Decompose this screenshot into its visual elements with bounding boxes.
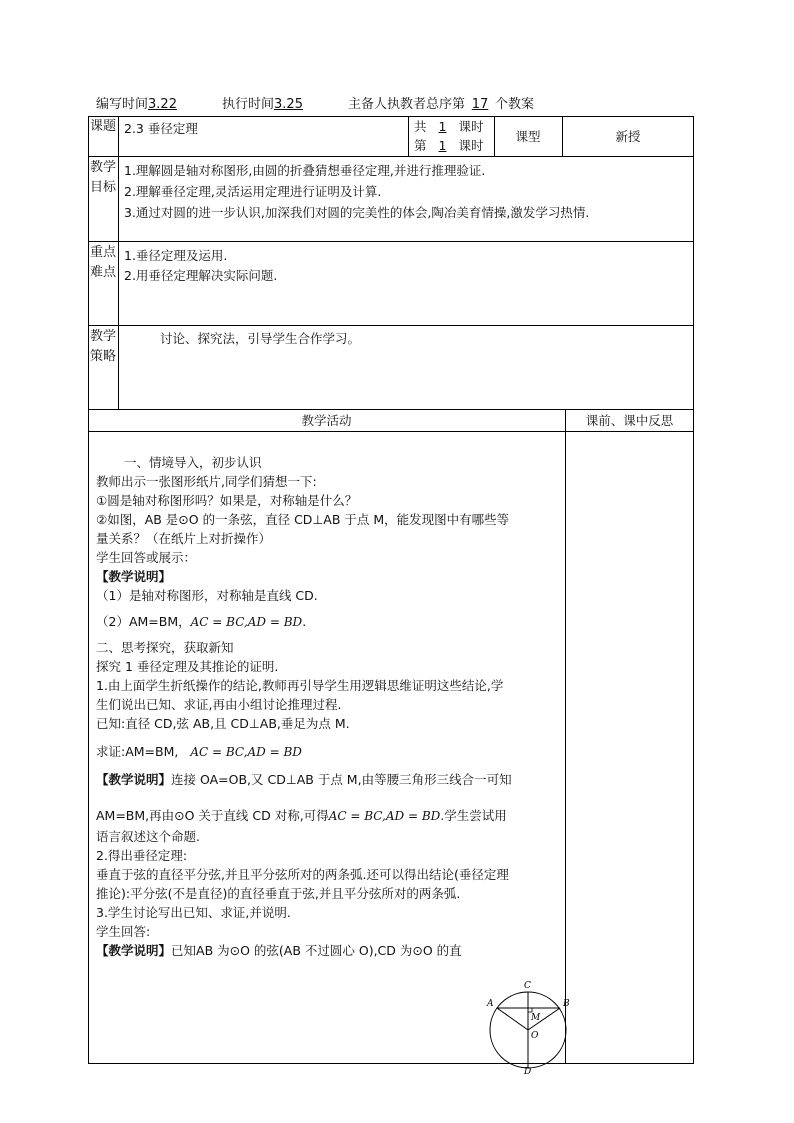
key-points-label: 重点难点 — [90, 245, 117, 280]
section-title: 一、情境导入，初步认识 — [124, 455, 262, 470]
lesson-table — [88, 116, 694, 1074]
reflection-column-divider — [565, 409, 566, 1064]
goal-item: 1.理解圆是轴对称图形,由圆的折叠猜想垂径定理,并进行推理验证. — [124, 163, 486, 178]
paragraph: 教师出示一张图形纸片,同学们猜想一下: — [96, 474, 317, 489]
paragraph: 学生回答或展示： — [96, 550, 197, 565]
sequence-suffix: 个教案 — [495, 97, 535, 112]
paragraph: 已知:直径 CD,弦 AB,且 CD⊥AB,垂足为点 M. — [96, 716, 350, 731]
goal-item: 2.理解垂径定理,灵活运用定理进行证明及计算. — [124, 184, 382, 199]
topic-label: 课题 — [90, 119, 117, 134]
circle-diagram — [484, 974, 572, 1074]
section-title: 二、思考探究，获取新知 — [96, 640, 234, 655]
column-divider — [408, 116, 409, 157]
point-label-a: A — [487, 999, 494, 1009]
table-border-right — [693, 116, 694, 1064]
table-border-left — [88, 116, 89, 1064]
row-divider — [88, 156, 694, 157]
paragraph: 【教学说明】连接 OA=OB,又 CD⊥AB 于点 M,由等腰三角形三线合一可知 — [96, 772, 512, 787]
point-label-d: D — [524, 1067, 532, 1074]
teaching-note-label: 【教学说明】 — [96, 569, 172, 584]
arc-equation: AC = BC,AD = BD — [190, 615, 303, 629]
paragraph: 量关系？（在纸片上对折操作） — [96, 531, 272, 546]
paragraph: 推论):平分弦(不是直径)的直径垂直于弦,并且平分弦所对的两条弧. — [96, 886, 461, 901]
row-divider — [88, 325, 694, 326]
arc-equation: AC = BC,AD = BD — [328, 809, 441, 823]
paragraph: （1）是轴对称图形，对称轴是直线 CD. — [96, 588, 318, 603]
key-point-item: 2.用垂径定理解决实际问题. — [124, 268, 278, 283]
sequence-number: 17 — [471, 97, 489, 112]
main-preparer-label: 主备人执教者总序第 — [348, 97, 466, 112]
current-hour: 第 1 课时 — [414, 138, 484, 153]
paragraph: 语言叙述这个命题. — [96, 829, 200, 844]
total-hours: 共 1 课时 — [414, 119, 484, 134]
table-border-bottom — [88, 1063, 694, 1064]
point-label-c: C — [524, 981, 531, 991]
paragraph: 2.得出垂径定理: — [96, 848, 188, 863]
point-label-o: O — [531, 1031, 539, 1041]
exec-time-label: 执行时间 — [222, 97, 275, 112]
paragraph: 垂直于弦的直径平分弦,并且平分弦所对的两条弧.还可以得出结论(垂径定理 — [96, 867, 509, 882]
goals-label: 教学目标 — [90, 160, 117, 195]
type-value: 新授 — [615, 129, 641, 144]
paragraph: 探究 1 垂径定理及其推论的证明. — [96, 659, 279, 674]
paragraph: 3.学生讨论写出已知、求证,并说明. — [96, 905, 291, 920]
paragraph: 求证:AM=BM, AC = BC,AD = BD — [96, 744, 302, 759]
goal-item: 3.通过对圆的进一步认识,加深我们对圆的完美性的体会,陶冶美育情操,激发学习热情. — [124, 205, 590, 220]
point-label-b: B — [563, 999, 570, 1009]
row-divider — [88, 409, 694, 410]
row-divider — [88, 241, 694, 242]
label-column-divider — [118, 116, 119, 410]
activity-header: 教学活动 — [301, 413, 352, 428]
paragraph: AM=BM,再由⊙O 关于直线 CD 对称,可得AC = BC,AD = BD.学生尝试用 — [96, 808, 507, 823]
strategy-label: 教学策略 — [90, 329, 117, 364]
table-border-top — [88, 116, 694, 117]
type-label: 课型 — [515, 129, 541, 144]
paragraph: （2）AM=BM，AC = BC,AD = BD. — [96, 614, 307, 629]
exec-time-value: 3.25 — [274, 97, 303, 112]
paragraph: 【教学说明】已知AB 为⊙O 的弦(AB 不过圆心 O),CD 为⊙O 的直 — [96, 943, 462, 958]
strategy-value: 讨论、探究法，引导学生合作学习。 — [160, 331, 361, 346]
reflection-header: 课前、课中反思 — [585, 413, 674, 428]
paragraph: ②如图，AB 是⊙O 的一条弦，直径 CD⊥AB 于点 M，能发现图中有哪些等 — [96, 512, 510, 527]
row-divider — [88, 431, 694, 432]
point-label-m: M — [531, 1013, 541, 1023]
paragraph: 学生回答: — [96, 924, 151, 939]
key-point-item: 1.垂径定理及运用. — [124, 248, 228, 263]
topic-value: 2.3 垂径定理 — [124, 121, 198, 136]
paragraph: ①圆是轴对称图形吗？如果是，对称轴是什么？ — [96, 493, 358, 508]
write-time-value: 3.22 — [148, 97, 177, 112]
header-line — [96, 96, 696, 114]
write-time-label: 编写时间 — [96, 97, 149, 112]
paragraph: 1.由上面学生折纸操作的结论,教师再引导学生用逻辑思维证明这些结论,学 — [96, 678, 504, 693]
arc-equation: AC = BC,AD = BD — [190, 745, 302, 759]
paragraph: 生们说出已知、求证,再由小组讨论推理过程. — [96, 697, 342, 712]
